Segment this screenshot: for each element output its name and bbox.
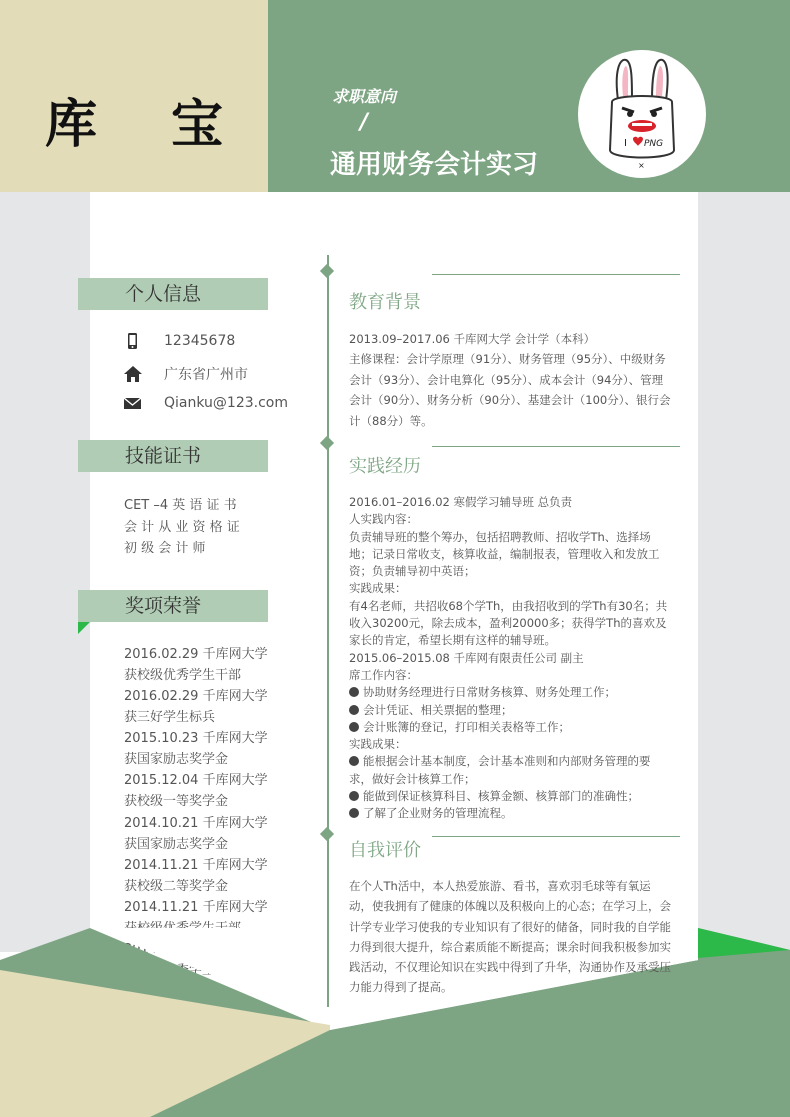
bullet-item: 协助财务经理进行日常财务核算、财务处理工作；	[349, 684, 673, 701]
left-gray-band	[0, 192, 90, 952]
email: Qianku@123.com	[164, 395, 288, 411]
practice-line: 负责辅导班的整个筹办，包括招聘教师、招收学Th、选择场地；记录日常收支，核算收益，编制报表，管理收入和发放工资；负责辅导初中英语；	[349, 529, 660, 579]
bullet-item: 能做到保证核算科目、核算金额、核算部门的准确性；	[349, 788, 673, 805]
timeline-line	[327, 255, 329, 1007]
svg-text:I: I	[624, 138, 627, 149]
candidate-name: 库 宝	[44, 95, 252, 155]
phone-number: 12345678	[164, 333, 236, 349]
education-courses: 主修课程：会计学原理（91分）、财务管理（95分）、中级财务会计（93分）、会计电算化（95分）、成本会计（94分）、管理会计（90分）、财务分析（90分）、基建会计（100分）、银行会计（88分）等。	[349, 352, 671, 428]
practice-line: 2015.06–2015.08 千库网有限责任公司 副主	[349, 650, 584, 665]
section-heading-self-eval: 自我评价	[349, 840, 421, 861]
home-icon	[124, 366, 140, 382]
address-row	[124, 364, 248, 384]
avatar	[578, 50, 706, 178]
education-period: 2013.09–2017.06 千库网大学 会计学（本科）	[349, 332, 596, 346]
bullet-item: 能根据会计基本制度，会计基本准则和内部财务管理的要求，做好会计核算工作；	[349, 754, 651, 786]
award-item: 2014.11.21 千库网大学	[124, 900, 268, 915]
self-eval-text: 在个人Th活中，本人热爱旅游、看书，喜欢羽毛球等有氧运动，使我拥有了健康的体魄以及积极向上的心态；在学习上，会计学专业学习使我的专业知识有了很好的储备，同时我的自学能力得到很大提升，综合素质能不断提高；课余时间我积极参加实践活动，不仅理论知识在实践中得到了升华，沟通协作及承受压力能力得到了提高。	[349, 879, 671, 995]
bullet-dot-icon	[349, 756, 359, 766]
svg-text:PNG: PNG	[644, 139, 664, 149]
bullet-item: 会计账簿的登记，打印相关表格等工作；	[349, 719, 673, 736]
award-item: 2015.10.23 千库网大学获国家励志奖学金	[124, 731, 268, 768]
heading-rule	[432, 274, 680, 275]
award-item: 2016.02.29 千库网大学获校级优秀学生干部	[124, 647, 268, 684]
practice-result-label: 实践成果：	[349, 737, 407, 752]
section-heading-practice: 实践经历	[349, 456, 421, 477]
skill-item: 会 计 从 业 资 格 证	[124, 519, 240, 535]
practice-details	[349, 494, 673, 823]
practice-line: 有4名老师，共招收68个学Th，由我招收到的学Th有30名；共收入30200元，除去成本，盈利20000多；获得学Th的喜欢及家长的肯定，希望长期有这样的辅导班。	[349, 598, 668, 648]
practice-line: 实践成果：	[349, 581, 407, 596]
practice-line: 2016.01–2016.02 寒假学习辅导班 总负责	[349, 495, 573, 509]
practice-line: 席工作内容：	[349, 667, 418, 682]
heading-rule	[432, 836, 680, 837]
skill-item: CET –4 英 语 证 书	[124, 498, 237, 513]
heading-fold-corner	[78, 622, 90, 634]
award-item: 2014.11.21 千库网大学获校级二等奖学金	[124, 858, 268, 895]
section-heading-awards: 奖项荣誉	[78, 590, 268, 622]
bullet-item: 会计凭证、相关票据的整理；	[349, 702, 673, 719]
bullet-dot-icon	[349, 791, 359, 801]
job-title: 通用财务会计实习	[330, 150, 539, 180]
bullet-item: 了解了企业财务的管理流程。	[349, 805, 673, 822]
bullet-dot-icon	[349, 687, 359, 697]
job-slash: /	[360, 110, 369, 135]
timeline-diamond	[320, 436, 334, 450]
bullet-dot-icon	[349, 722, 359, 732]
bullet-dot-icon	[349, 705, 359, 715]
address: 广东省广州市	[164, 367, 248, 383]
phone-icon	[124, 333, 140, 349]
award-item: 2016.02.29 千库网大学获三好学生标兵	[124, 689, 268, 726]
timeline-diamond	[320, 827, 334, 841]
bullet-dot-icon	[349, 808, 359, 818]
section-heading-personal-info: 个人信息	[78, 278, 268, 310]
heading-rule	[432, 446, 680, 447]
skills-list	[124, 495, 240, 560]
award-item: 2014.10.21 千库网大学获国家励志奖学金	[124, 816, 268, 853]
right-gray-band	[698, 192, 790, 952]
section-heading-education: 教育背景	[349, 292, 421, 313]
mail-icon	[124, 395, 140, 411]
svg-text:×: ×	[638, 161, 645, 170]
award-item: 2015.12.04 千库网大学获校级一等奖学金	[124, 773, 268, 810]
phone-row	[124, 333, 235, 349]
bunny-avatar-icon	[578, 50, 706, 178]
section-heading-skills: 技能证书	[78, 440, 268, 472]
job-intention-label: 求职意向	[332, 87, 397, 106]
skill-item: 初 级 会 计 师	[124, 541, 206, 556]
timeline-diamond	[320, 264, 334, 278]
email-row	[124, 395, 288, 411]
practice-line: 人实践内容：	[349, 512, 418, 527]
